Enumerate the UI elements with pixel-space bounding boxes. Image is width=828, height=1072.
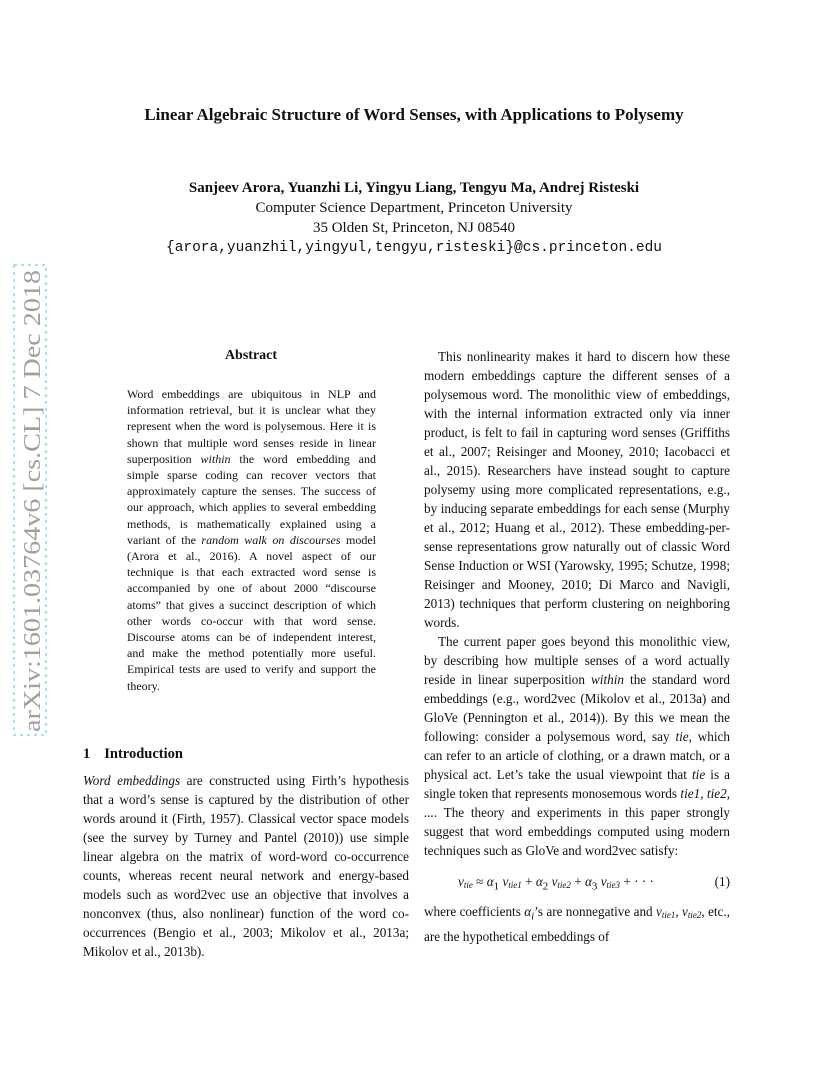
text-part: , which can refer to an article of clothing, or a drawn match, or a physical act. Let’s take the usual viewpoint that [424,729,730,782]
abstract-text-part: model (Arora et al., 2016). A novel aspect of our technique is that each extracted word sense is accompanied by one of about 2000 “discourse atoms” that gives a succinct description of which other words co-occur with that word sense. Discourse atoms can be of independent interest, and make the method potentially more useful. Empirical tests are used to verify and support the theory. [127,532,376,693]
abstract-heading: Abstract [224,348,278,363]
paragraph [424,902,730,946]
equation-number: (1) [714,874,730,889]
equation-1 [424,860,730,902]
intro-emphasis: Word embeddings [83,773,181,788]
paragraph [424,632,730,860]
text-part: . The theory and experiments in this paper strongly suggest that word embeddings computed using modern techniques such as GloVe and word2vec satisfy: [424,805,730,858]
section-number: 1 [83,746,91,762]
paragraph: This nonlinearity makes it hard to discern how these modern embeddings capture the different senses of a polysemous word. The monolithic view of embeddings, with the internal information extracted only via inner product, is felt to fail in capturing word senses (Griffiths et al., 2007; Reisinger and Mooney, 2010; Iacobacci et al., 2015). Researchers have instead sought to capture polysemy using more complicated representations, e.g., by inducing separate embeddings for each sense (Murphy et al., 2012; Huang et al., 2012). These embedding-per-sense representations grow naturally out of classic Word Sense Induction or WSI (Yarowsky, 1995; Schutze, 1998; Reisinger and Mooney, 2010; Di Marco and Navigli, 2013) techniques that perform clustering on neighboring words. [424,349,730,630]
paper-title: Linear Algebraic Structure of Word Senses, with Applications to Polysemy [144,105,684,124]
emphasis: within [591,672,624,687]
abstract-text-part: Word embeddings are ubiquitous in NLP and information retrieval, but it is unclear what they represent when the word is polysemous. Here it is shown that multiple word senses reside in linear superposition [127,387,376,466]
emphasis: tie1, tie2, ... [424,786,730,820]
arxiv-stamp [8,262,52,738]
author-names: Sanjeev Arora, Yuanzhi Li, Yingyu Liang, Tengyu Ma, Andrej Risteski [188,180,640,196]
section-title: Introduction [104,746,183,762]
affiliation: Computer Science Department, Princeton University [255,200,573,216]
text-part: is a single token that represents monosemous words [424,767,730,801]
intro-text: are constructed using Firth’s hypothesis that a word’s sense is captured by the distribution of other words around it (Firth, 1957). Classical vector space models (see the survey by Turney and Pantel (2010)) use simple linear algebra on the matrix of word-word co-occurrence counts, whereas recent neural network and energy-based models such as word2vec use an objective that involves a nonconvex (thus, also nonlinear) function of the word co-occurrences (Bengio et al., 2003; Mikolov et al., 2013a; Mikolov et al., 2013b). [83,773,409,959]
emphasis: tie [675,729,689,744]
text-part: , etc., are the hypothetical embeddings of [424,904,731,944]
text-part: the standard word embeddings (e.g., word2vec (Mikolov et al., 2013a) and GloVe (Pennington et al., 2014)). By this we mean the following: consider a polysemous word, say [424,672,731,744]
address: 35 Olden St, Princeton, NJ 08540 [312,220,516,236]
right-column [424,347,730,946]
emphasis: tie [692,767,706,782]
arxiv-stamp-text: arXiv:1601.03764v6 [cs.CL] 7 Dec 2018 [20,337,46,732]
author-emails: {arora,yuanzhil,yingyul,tengyu,risteski}@cs.princeton.edu [166,240,662,256]
equation-body: $v_{tie} \approx \alpha_1$ $v_{tie1} + \alpha_2$ $v_{tie2} + \alpha_3$ $v_{tie3}$ + · · · [458,874,654,893]
intro-paragraph [83,771,409,961]
math-inline: $\alpha_i$ [524,904,535,923]
abstract-text-part: the word embedding and simple sparse coding can recover vectors that approximately capture the senses. The success of our approach, which applies to several embedding methods, is mathematically explained using a variant of the [127,451,377,547]
text-part: ’s are nonnegative and [534,904,657,919]
section-heading-introduction [83,746,183,763]
math-inline: $v_{tie1}$, $v_{tie2}$ [656,904,702,920]
abstract-text [127,386,376,694]
author-block [0,178,828,258]
text-part: where coefficients [424,904,525,919]
abstract-emphasis: within [200,451,231,466]
abstract-emphasis: random walk on discourses [201,532,341,547]
text-part: The current paper goes beyond this monolithic view, by describing how multiple senses of a word actually reside in linear superposition [424,634,730,687]
